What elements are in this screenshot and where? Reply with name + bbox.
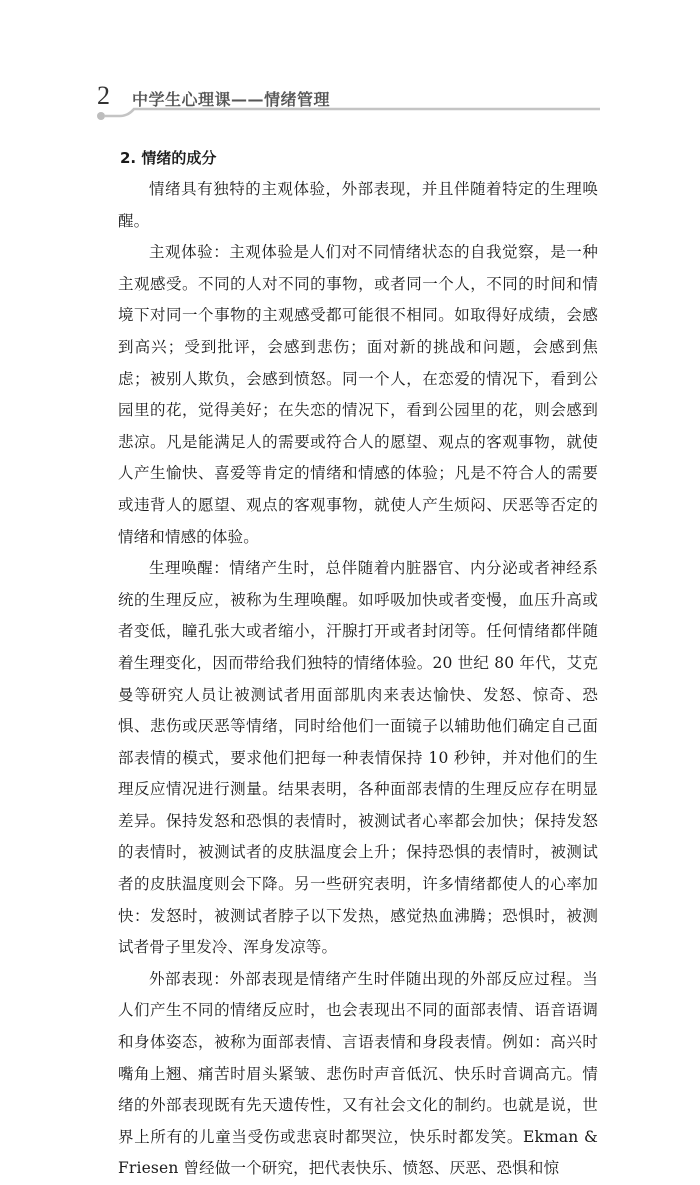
rule-dot-icon [97, 112, 105, 120]
rule-line [105, 109, 600, 116]
page-body [118, 143, 598, 1185]
header-rule [0, 100, 700, 130]
paragraph-physiological-arousal: 生理唤醒：情绪产生时，总伴随着内脏器官、内分泌或者神经系统的生理反应，被称为生理唤醒。如呼吸加快或者变慢，血压升高或者变低，瞳孔张大或者缩小，汗腺打开或者封闭等。任何情绪都伴随着生理变化，因而带给我们独特的情绪体验。20 世纪 80 年代，艾克曼等研究人员让被测试者用面部肌肉来表达愉快、发怒、惊奇、恐惧、悲伤或厌恶等情绪，同时给他们一面镜子以辅助他们确定自己面部表情的模式，要求他们把每一种表情保持 10 秒钟，并对他们的生理反应情况进行测量。结果表明，各种面部表情的生理反应存在明显差异。保持发怒和恐惧的表情时，被测试者心率都会加快；保持发怒的表情时，被测试者的皮肤温度会上升；保持恐惧的表情时，被测试者的皮肤温度则会下降。另一些研究表明，许多情绪都使人的心率加快：发怒时，被测试者脖子以下发热，感觉热血沸腾；恐惧时，被测试者骨子里发冷、浑身发凉等。 [118, 559, 598, 957]
paragraph-external-expression: 外部表现：外部表现是情绪产生时伴随出现的外部反应过程。当人们产生不同的情绪反应时，也会表现出不同的面部表情、语音语调和身体姿态，被称为面部表情、言语表情和身段表情。例如：高兴时嘴角上翘、痛苦时眉头紧皱、悲伤时声音低沉、快乐时音调高亢。情绪的外部表现既有先天遗传性，又有社会文化的制约。也就是说，世界上所有的儿童当受伤或悲哀时都哭泣，快乐时都发笑。Ekman & Friesen 曾经做一个研究，把代表快乐、愤怒、厌恶、恐惧和惊 [118, 969, 598, 1178]
book-title: 中学生心理课——情绪管理 [132, 90, 331, 109]
paragraph-intro: 情绪具有独特的主观体验，外部表现，并且伴随着特定的生理唤醒。 [118, 180, 598, 230]
page-number: 2 [97, 81, 110, 110]
paragraph-subjective-experience: 主观体验：主观体验是人们对不同情绪状态的自我觉察，是一种主观感受。不同的人对不同的事物，或者同一个人，不同的时间和情境下对同一个事物的主观感受都可能很不相同。如取得好成绩，会感到高兴；受到批评，会感到悲伤；面对新的挑战和问题，会感到焦虑；被别人欺负，会感到愤怒。同一个人，在恋爱的情况下，看到公园里的花，觉得美好；在失恋的情况下，看到公园里的花，则会感到悲凉。凡是能满足人的需要或符合人的愿望、观点的客观事物，就使人产生愉快、喜爱等肯定的情绪和情感的体验；凡是不符合人的需要或违背人的愿望、观点的客观事物，就使人产生烦闷、厌恶等否定的情绪和情感的体验。 [118, 243, 598, 546]
section-heading: 2. 情绪的成分 [120, 149, 217, 167]
page-header [0, 0, 700, 130]
